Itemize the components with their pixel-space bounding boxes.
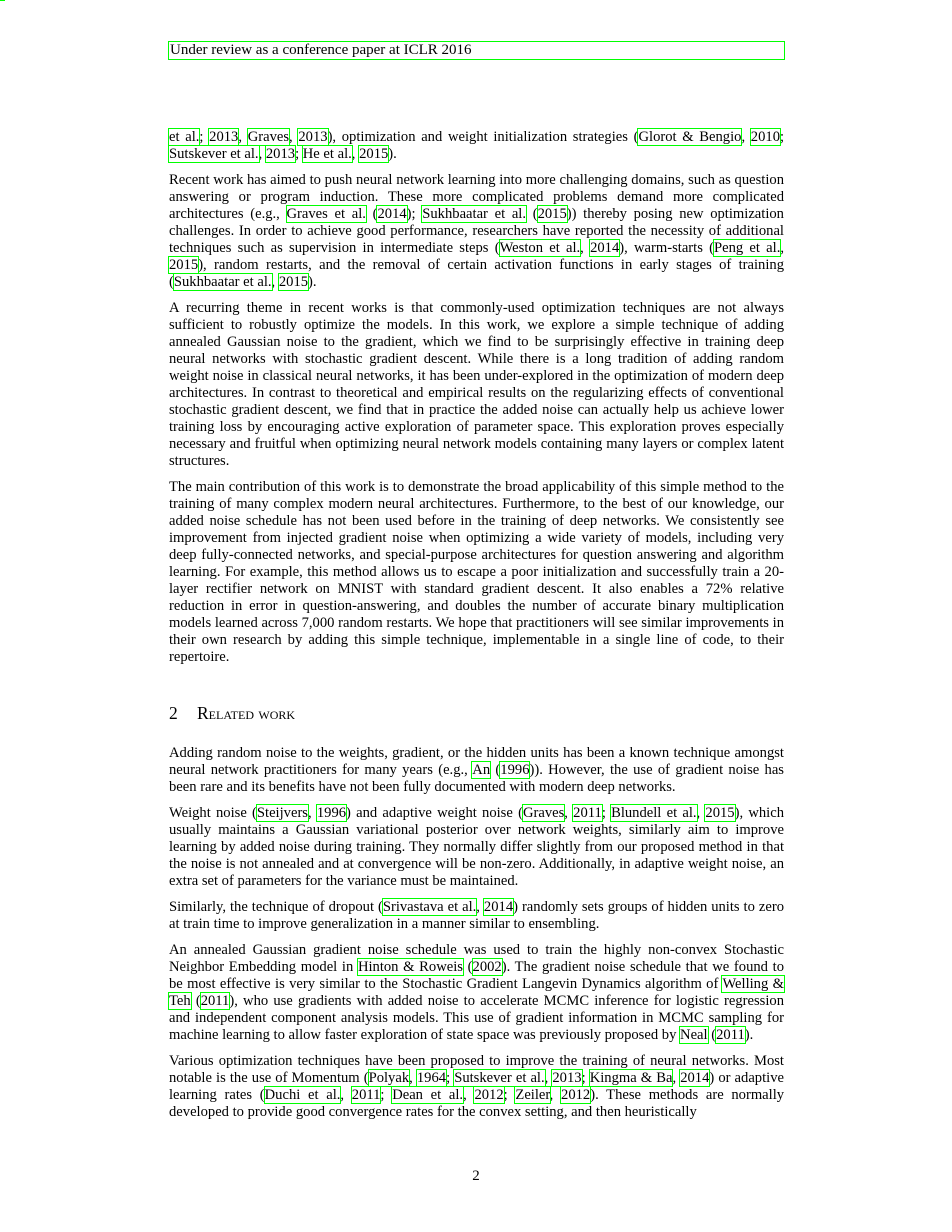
- citation-link[interactable]: 2002: [472, 959, 502, 975]
- citation-link[interactable]: Graves: [247, 129, 290, 145]
- citation-link[interactable]: Hinton & Roweis: [357, 959, 463, 975]
- paragraph-random-noise: Adding random noise to the weights, gradient, or the hidden units has been a known technique amongst neural network practitioners for many years (e.g., An (1996)). However, the use of gradient noise has been rare and its benefits have not been fully documented with modern deep networks.: [169, 745, 784, 795]
- paragraph-optimization-techniques: Various optimization techniques have been proposed to improve the training of neural networks. Most notable is the use of Momentum (Polyak, 1964; Sutskever et al., 2013; Kingma & Ba, 2014) or adaptive learning rates (Duchi et al., 2011; Dean et al., 2012; Zeiler, 2012). These methods are normally developed to provide good convergence rates for the convex setting, and then heuristically: [169, 1053, 785, 1120]
- citation-link[interactable]: 1964: [416, 1070, 447, 1086]
- corner-mark: [0, 0, 5, 4]
- citation-link[interactable]: 2011: [351, 1087, 381, 1103]
- citation-link[interactable]: Steijvers: [256, 805, 308, 821]
- paragraph-recent-work: Recent work has aimed to push neural network learning into more challenging domains, such as question answering or program induction. These more complicated problems demand more complicated architectures (e.g., Graves et al. (2014); Sukhbaatar et al. (2015)) thereby posing new optimization challenges. In order to achieve good performance, researchers have reported the necessity of additional techniques such as supervision in intermediate steps (Weston et al., 2014), warm-starts (Peng et al., 2015), random restarts, and the removal of certain activation functions in early stages of training (Sukhbaatar et al., 2015).: [169, 172, 785, 290]
- citation-link[interactable]: Sutskever et al.: [169, 146, 259, 162]
- running-header: Under review as a conference paper at ICLR 2016: [168, 41, 785, 60]
- section-number: 2: [169, 703, 178, 723]
- citation-link[interactable]: Glorot & Bengio: [638, 129, 742, 145]
- citation-link[interactable]: Sukhbaatar et al.: [173, 274, 272, 290]
- citation-link[interactable]: He et al.: [302, 146, 352, 162]
- citation-link[interactable]: 2013: [298, 129, 328, 145]
- citation-link[interactable]: Neal: [680, 1027, 708, 1043]
- citation-link[interactable]: et al.: [169, 129, 200, 145]
- citation-link[interactable]: 2014: [377, 206, 407, 222]
- section-heading: [169, 703, 784, 723]
- citation-link[interactable]: 2010: [750, 129, 780, 145]
- citation-link[interactable]: 2014: [680, 1070, 710, 1086]
- citation-link[interactable]: 2015: [278, 274, 309, 290]
- citation-link[interactable]: 2012: [474, 1087, 504, 1103]
- citation-link[interactable]: 2014: [590, 240, 620, 256]
- citation-link[interactable]: 2012: [561, 1087, 591, 1103]
- citation-link[interactable]: 2013: [209, 129, 239, 145]
- page-number: 2: [472, 1168, 480, 1184]
- page-body: [169, 129, 784, 1130]
- citation-link[interactable]: Zeiler: [515, 1087, 550, 1103]
- citation-link[interactable]: Weston et al.: [499, 240, 581, 256]
- citation-link[interactable]: Peng et al.: [713, 240, 781, 256]
- citation-link[interactable]: Duchi et al.: [264, 1087, 341, 1103]
- citation-link[interactable]: 2013: [265, 146, 296, 162]
- citation-link[interactable]: 1996: [316, 805, 347, 821]
- citation-link[interactable]: Sukhbaatar et al.: [422, 206, 527, 222]
- paragraph-continuation: et al.; 2013, Graves, 2013), optimization and weight initialization strategies (Glorot & Bengio, 2010; Sutskever et al., 2013; He et al., 2015).: [169, 129, 785, 162]
- paragraph-annealed-noise: An annealed Gaussian gradient noise schedule was used to train the highly non-convex Stochastic Neighbor Embedding model in Hinton & Roweis (2002). The gradient noise schedule that we found to be most effective is very similar to the Stochastic Gradient Langevin Dynamics algorithm of Welling & Teh (2011), who use gradients with added noise to accelerate MCMC inference for logistic regression and independent component analysis models. This use of gradient information in MCMC sampling for machine learning to allow faster exploration of state space was previously proposed by Neal (2011).: [169, 942, 785, 1043]
- citation-link[interactable]: 2011: [200, 993, 230, 1009]
- citation-link[interactable]: Graves et al.: [286, 206, 366, 222]
- citation-link[interactable]: Graves: [522, 805, 565, 821]
- paragraph-dropout: Similarly, the technique of dropout (Srivastava et al., 2014) randomly sets groups of hidden units to zero at train time to improve generalization in a manner similar to ensembling.: [169, 899, 784, 932]
- citation-link[interactable]: Srivastava et al.: [382, 899, 477, 915]
- citation-link[interactable]: Dean et al.: [392, 1087, 464, 1103]
- paragraph-main-contribution: The main contribution of this work is to demonstrate the broad applicability of this simple method to the training of many complex modern neural architectures. Furthermore, to the best of our knowledge, our added noise schedule has not been used before in the training of deep networks. We consistently see improvement from injected gradient noise when optimizing a wide variety of models, including very deep fully-connected networks, and special-purpose architectures for question answering and algorithm learning. For example, this method allows us to escape a poor initialization and successfully train a 20-layer rectifier network on MNIST with standard gradient descent. It also enables a 72% relative reduction in error in question-answering, and doubles the number of accurate binary multiplication models learned across 7,000 random restarts. We hope that practitioners will see similar improvements in their own research by adding this simple technique, implementable in a single line of code, to their repertoire.: [169, 479, 784, 665]
- citation-link[interactable]: 2015: [537, 206, 567, 222]
- citation-link[interactable]: Welling & Teh: [169, 976, 784, 1009]
- citation-link[interactable]: 1996: [500, 762, 530, 778]
- citation-link[interactable]: 2015: [359, 146, 389, 162]
- citation-link[interactable]: 2011: [573, 805, 602, 821]
- citation-link[interactable]: 2015: [705, 805, 735, 821]
- citation-link[interactable]: 2014: [483, 899, 514, 915]
- paragraph-weight-noise: Weight noise (Steijvers, 1996) and adaptive weight noise (Graves, 2011; Blundell et al., 2015), which usually maintains a Gaussian variational posterior over network weights, similarly aim to improve learning by added noise during training. They normally differ slightly from our proposed method in that the noise is not annealed and at convergence will be non-zero. Additionally, in adaptive weight noise, an extra set of parameters for the variance must be maintained.: [169, 805, 784, 889]
- paragraph-recurring-theme: A recurring theme in recent works is that commonly-used optimization techniques are not always sufficient to robustly optimize the models. In this work, we explore a simple technique of adding annealed Gaussian noise to the gradient, which we find to be surprisingly effective in training deep neural networks with stochastic gradient descent. While there is a long tradition of adding random weight noise in classical neural networks, it has been under-explored in the optimization of modern deep architectures. In contrast to theoretical and empirical results on the regularizing effects of conventional stochastic gradient descent, we find that in practice the added noise can actually help us achieve lower training loss by encouraging active exploration of parameter space. This exploration proves especially necessary and fruitful when optimizing neural network models containing many layers or complex latent structures.: [169, 300, 784, 469]
- citation-link[interactable]: 2013: [552, 1070, 582, 1086]
- section-title: Related work: [197, 703, 296, 723]
- citation-link[interactable]: 2011: [716, 1027, 745, 1043]
- citation-link[interactable]: Kingma & Ba: [589, 1070, 673, 1086]
- citation-link[interactable]: Blundell et al.: [611, 805, 697, 821]
- citation-link[interactable]: An: [472, 762, 491, 778]
- citation-link[interactable]: Sutskever et al.: [454, 1070, 545, 1086]
- citation-link[interactable]: Polyak: [368, 1070, 410, 1086]
- citation-link[interactable]: 2015: [169, 257, 199, 273]
